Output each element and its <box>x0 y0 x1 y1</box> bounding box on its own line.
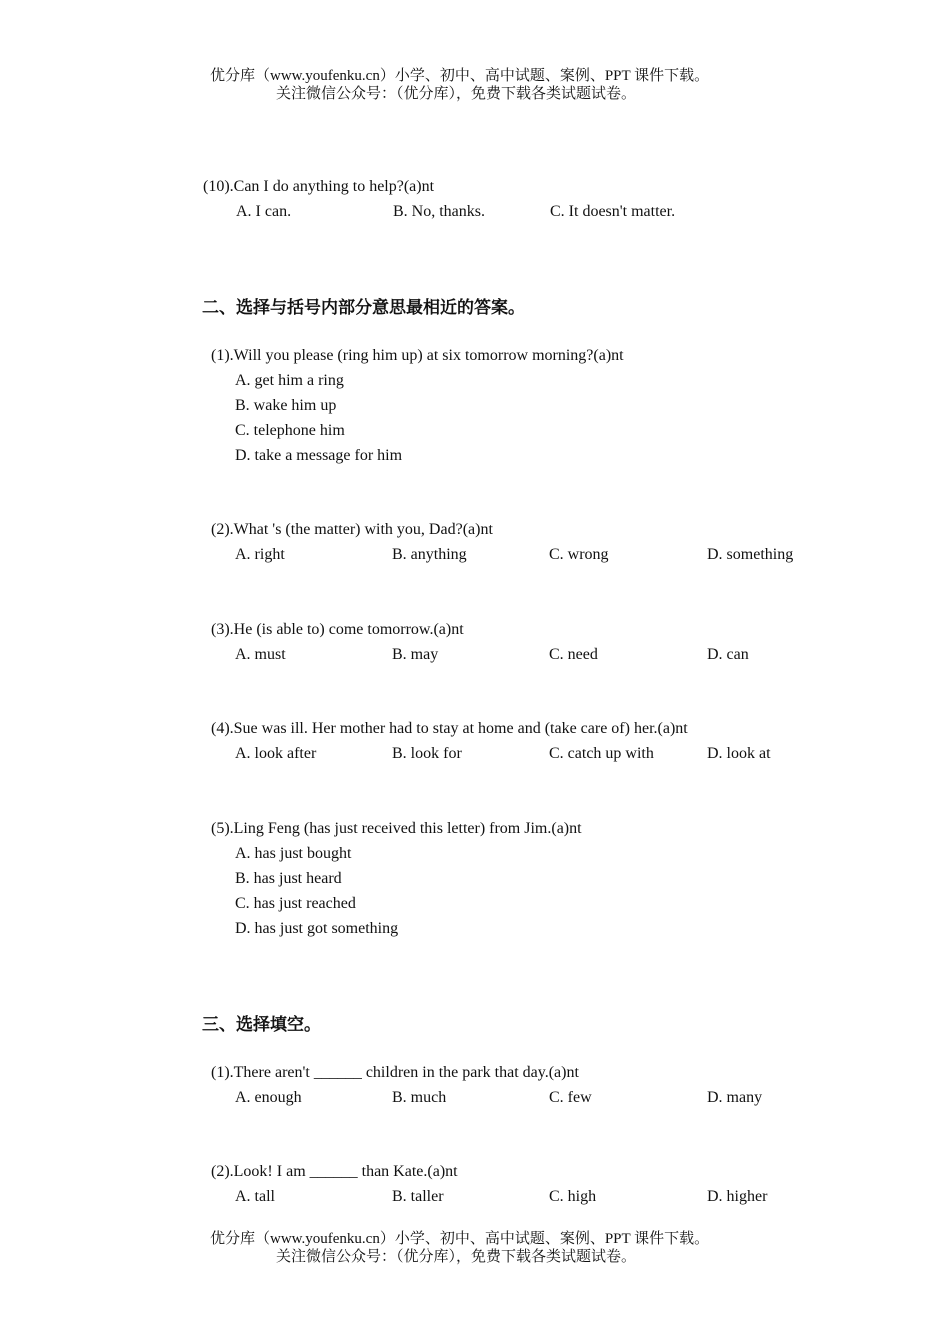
option-d: D. something <box>707 546 794 563</box>
s2-question-1: (1).Will you please (ring him up) at six tomorrow morning?(a)nt <box>211 347 624 364</box>
option-a: A. I can. <box>236 203 292 220</box>
s2-question-3: (3).He (is able to) come tomorrow.(a)nt <box>211 621 464 638</box>
option-d: D. look at <box>707 745 771 762</box>
option-b: B. No, thanks. <box>393 203 485 220</box>
section-2-title: 二、选择与括号内部分意思最相近的答案。 <box>202 298 525 318</box>
s2-question-2: (2).What 's (the matter) with you, Dad?(a)nt <box>211 521 493 538</box>
option-a: A. look after <box>235 745 317 762</box>
header-line-1: 优分库（www.youfenku.cn）小学、初中、高中试题、案例、PPT 课件下载。 <box>210 68 710 84</box>
header-line-2: 关注微信公众号：（优分库），免费下载各类试题试卷。 <box>276 86 637 102</box>
option-c: C. need <box>549 646 598 663</box>
s2-q1-option-b: B. wake him up <box>235 397 337 414</box>
option-a: A. tall <box>235 1188 275 1205</box>
footer-line-2: 关注微信公众号：（优分库），免费下载各类试题试卷。 <box>276 1249 637 1265</box>
s2-q1-option-c: C. telephone him <box>235 422 345 439</box>
s2-q1-option-a: A. get him a ring <box>235 372 344 389</box>
option-a: A. must <box>235 646 286 663</box>
option-b: B. look for <box>392 745 462 762</box>
s3-question-1: (1).There aren't ______ children in the park that day.(a)nt <box>211 1064 579 1081</box>
option-c: C. catch up with <box>549 745 654 762</box>
option-d: D. many <box>707 1089 763 1106</box>
option-b: B. anything <box>392 546 467 563</box>
s2-q5-option-d: D. has just got something <box>235 920 399 937</box>
option-c: C. high <box>549 1188 597 1205</box>
footer-line-1: 优分库（www.youfenku.cn）小学、初中、高中试题、案例、PPT 课件下载。 <box>210 1231 710 1247</box>
option-b: B. may <box>392 646 439 663</box>
s2-q1-option-d: D. take a message for him <box>235 447 403 464</box>
option-c: C. wrong <box>549 546 609 563</box>
page-footer <box>0 1230 950 1266</box>
option-a: A. right <box>235 546 285 563</box>
s2-q5-option-b: B. has just heard <box>235 870 342 887</box>
page-header <box>0 67 950 103</box>
option-b: B. taller <box>392 1188 444 1205</box>
option-c: C. It doesn't matter. <box>550 203 676 220</box>
question-10: (10).Can I do anything to help?(a)nt <box>203 178 435 195</box>
option-b: B. much <box>392 1089 447 1106</box>
option-a: A. enough <box>235 1089 302 1106</box>
section-3-title: 三、选择填空。 <box>202 1015 321 1035</box>
option-d: D. higher <box>707 1188 768 1205</box>
s2-q5-option-c: C. has just reached <box>235 895 356 912</box>
s2-q5-option-a: A. has just bought <box>235 845 352 862</box>
s2-question-4: (4).Sue was ill. Her mother had to stay at home and (take care of) her.(a)nt <box>211 720 688 737</box>
option-c: C. few <box>549 1089 592 1106</box>
s3-question-2: (2).Look! I am ______ than Kate.(a)nt <box>211 1163 458 1180</box>
option-d: D. can <box>707 646 749 663</box>
s2-question-5: (5).Ling Feng (has just received this letter) from Jim.(a)nt <box>211 820 582 837</box>
